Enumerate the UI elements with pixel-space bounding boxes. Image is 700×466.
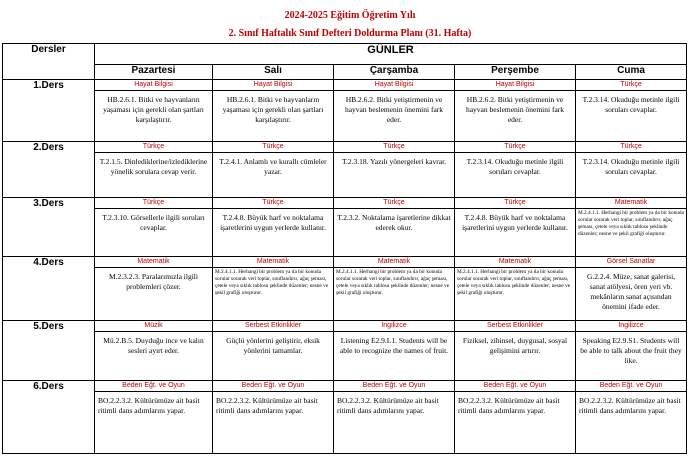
weekly-plan-table	[2, 43, 687, 454]
subject-label: Türkçe	[95, 142, 212, 153]
lesson-cell	[334, 142, 455, 198]
lesson-content: T.2.3.14. Okuduğu metinle ilgili soruları cevaplar.	[466, 157, 564, 176]
lesson-content: BO.2.2.3.2. Kültürümüze ait basit ritimli dans adımlarını yapar.	[458, 396, 560, 415]
lesson-cell	[213, 257, 334, 321]
ders-label: 5.Ders	[3, 321, 95, 381]
lesson-cell	[95, 142, 213, 198]
subject-label: Matematik	[334, 257, 454, 268]
lesson-cell	[95, 80, 213, 142]
lesson-content: Fiziksel, zihinsel, duygusal, sosyal gelişimini artırır.	[462, 336, 568, 355]
lesson-content: M.2.4.1.1. Herhangi bir problem ya da bir konuda sorular sorarak veri toplar, sınıflandırır, ağaç şeması, çetele veya sıklık tablosu şeklinde düzenler; nesne ve şekil grafiği oluşturur.	[578, 210, 684, 237]
subject-label: Hayat Bilgisi	[455, 80, 575, 91]
lesson-cell	[576, 321, 687, 381]
day-header-persembe: Perşembe	[455, 65, 576, 80]
lesson-content: Mü.2.B.5. Duyduğu ince ve kalın sesleri ayırt eder.	[103, 336, 204, 355]
lesson-content: BO.2.2.3.2. Kültürümüze ait basit ritimli dans adımlarını yapar.	[216, 396, 318, 415]
lesson-content: T.2.4.1. Anlamlı ve kurallı cümleler yazar.	[219, 157, 327, 176]
lesson-cell	[334, 198, 455, 257]
lesson-cell	[455, 198, 576, 257]
lesson-cell	[455, 321, 576, 381]
subject-label: Serbest Etkinlikler	[213, 321, 333, 332]
year-title: 2024-2025 Eğitim Öğretim Yılı	[284, 10, 416, 21]
lesson-content: M.2.4.1.1. Herhangi bir problem ya da bir konuda sorular sorarak veri toplar, sınıflandırır, ağaç şeması, çetele veya sıklık tablosu şeklinde düzenler; nesne ve şekil grafiği oluşturur.	[215, 269, 329, 296]
lesson-cell	[334, 381, 455, 454]
ders-label: 4.Ders	[3, 257, 95, 321]
gunler-header: GÜNLER	[95, 44, 687, 65]
lesson-cell	[576, 142, 687, 198]
lesson-cell	[576, 198, 687, 257]
table-row	[3, 321, 687, 381]
lesson-cell	[95, 321, 213, 381]
lesson-content: T.2.1.5. Dinlediklerine/izlediklerine yönelik sorulara cevap verir.	[99, 157, 208, 176]
lesson-cell	[213, 321, 334, 381]
lesson-content: M.2.4.1.1. Herhangi bir problem ya da bir konuda sorular sorarak veri toplar, sınıflandırır, ağaç şeması, çetele veya sıklık tablosu şeklinde düzenler; nesne ve şekil grafiği oluşturur.	[336, 269, 450, 296]
ders-label: 2.Ders	[3, 142, 95, 198]
day-header-sali: Salı	[213, 65, 334, 80]
subject-label: Türkçe	[95, 198, 212, 209]
subject-label: Türkçe	[455, 142, 575, 153]
lesson-cell	[213, 198, 334, 257]
subject-label: Beden Eğt. ve Oyun	[95, 381, 212, 392]
subject-label: İngilizce	[576, 321, 686, 332]
ders-label: 1.Ders	[3, 80, 95, 142]
subject-label: Hayat Bilgisi	[334, 80, 454, 91]
table-row	[3, 142, 687, 198]
subject-label: Türkçe	[213, 198, 333, 209]
lesson-cell	[455, 142, 576, 198]
ders-label: 6.Ders	[3, 381, 95, 454]
subject-label: Beden Eğt. ve Oyun	[213, 381, 333, 392]
lesson-content: T.2.3.14. Okuduğu metinle ilgili soruları cevaplar.	[582, 157, 680, 176]
subject-label: Türkçe	[213, 142, 333, 153]
subject-label: Matematik	[576, 198, 686, 209]
lesson-content: T.2.4.8. Büyük harf ve noktalama işaretlerini uygun yerlerde kullanır.	[462, 213, 568, 232]
lesson-content: T.2.3.2. Noktalama işaretlerine dikkat ederek okur.	[337, 213, 451, 232]
lesson-content: M.2.4.1.1. Herhangi bir problem ya da bir konuda sorular sorarak veri toplar, sınıflandırır, ağaç şeması, çetele veya sıklık tablosu şeklinde düzenler; nesne ve şekil grafiği oluşturur.	[457, 269, 571, 296]
subject-label: Görsel Sanatlar	[576, 257, 686, 268]
subject-label: Matematik	[95, 257, 212, 268]
lesson-cell	[576, 80, 687, 142]
lesson-content: HB.2.6.1. Bitki ve hayvanların yaşaması için gerekli olan şartları karşılaştırır.	[103, 95, 204, 124]
lesson-content: BO.2.2.3.2. Kültürümüze ait basit ritimli dans adımlarını yapar.	[98, 396, 200, 415]
subject-label: Matematik	[455, 257, 575, 268]
lesson-cell	[95, 198, 213, 257]
lesson-content: HB.2.6.2. Bitki yetiştirmenin ve hayvan beslemenin önemini fark eder.	[465, 95, 565, 124]
subject-label: İngilizce	[334, 321, 454, 332]
subject-label: Türkçe	[576, 142, 686, 153]
table-row	[3, 381, 687, 454]
day-header-pazartesi: Pazartesi	[95, 65, 213, 80]
lesson-content: G.2.2.4. Müze, sanat galerisi, sanat atölyesi, ören yeri vb. mekânların sanat açısından önemini ifade eder.	[586, 272, 676, 311]
lesson-cell	[576, 381, 687, 454]
subject-label: Türkçe	[334, 142, 454, 153]
lesson-cell	[455, 381, 576, 454]
lesson-content: T.2.3.14. Okuduğu metinle ilgili soruları cevaplar.	[582, 95, 680, 114]
lesson-content: BO.2.2.3.2. Kültürümüze ait basit ritimli dans adımlarını yapar.	[337, 396, 439, 415]
lesson-content: T.2.3.18. Yazılı yönergeleri kavrar.	[341, 157, 447, 166]
lesson-content: HB.2.6.2. Bitki yetiştirmenin ve hayvan beslemenin önemini fark eder.	[344, 95, 444, 124]
lesson-cell	[334, 321, 455, 381]
dersler-header: Dersler	[3, 44, 95, 80]
lesson-content: M.2.3.2.3. Paralarımızla ilgili problemleri çözer.	[109, 272, 198, 291]
lesson-cell	[213, 80, 334, 142]
table-row	[3, 80, 687, 142]
lesson-cell	[455, 257, 576, 321]
lesson-cell	[95, 257, 213, 321]
lesson-cell	[576, 257, 687, 321]
lesson-cell	[213, 381, 334, 454]
subject-label: Türkçe	[576, 80, 686, 91]
lesson-content: T.2.4.8. Büyük harf ve noktalama işaretlerini uygun yerlerde kullanır.	[220, 213, 326, 232]
plan-title: 2. Sınıf Haftalık Sınıf Defteri Doldurma Planı (31. Hafta)	[228, 28, 472, 39]
lesson-content: HB.2.6.1. Bitki ve hayvanların yaşaması için gerekli olan şartları karşılaştırır.	[222, 95, 324, 124]
subject-label: Hayat Bilgisi	[213, 80, 333, 91]
subject-label: Beden Eğt. ve Oyun	[576, 381, 686, 392]
lesson-content: Speaking E2.9.S1. Students will be able to talk about the fruit they like.	[580, 336, 682, 365]
lesson-content: Listening E2.9.L1. Students will be able to recognize the names of fruit.	[339, 336, 449, 355]
lesson-content: Güçlü yönlerini geliştirir, eksik yönlerini tamamlar.	[226, 336, 320, 355]
subject-label: Beden Eğt. ve Oyun	[334, 381, 454, 392]
table-row	[3, 257, 687, 321]
subject-label: Hayat Bilgisi	[95, 80, 212, 91]
ders-label: 3.Ders	[3, 198, 95, 257]
day-header-carsamba: Çarşamba	[334, 65, 455, 80]
subject-label: Müzik	[95, 321, 212, 332]
lesson-cell	[455, 80, 576, 142]
subject-label: Türkçe	[334, 198, 454, 209]
lesson-content: BO.2.2.3.2. Kültürümüze ait basit ritimli dans adımlarını yapar.	[579, 396, 681, 415]
lesson-cell	[95, 381, 213, 454]
lesson-content: T.2.3.10. Görsellerle ilgili soruları cevaplar.	[102, 213, 205, 232]
lesson-cell	[334, 257, 455, 321]
table-row	[3, 198, 687, 257]
subject-label: Türkçe	[455, 198, 575, 209]
subject-label: Beden Eğt. ve Oyun	[455, 381, 575, 392]
lesson-cell	[334, 80, 455, 142]
lesson-cell	[213, 142, 334, 198]
subject-label: Serbest Etkinlikler	[455, 321, 575, 332]
day-header-cuma: Cuma	[576, 65, 687, 80]
subject-label: Matematik	[213, 257, 333, 268]
